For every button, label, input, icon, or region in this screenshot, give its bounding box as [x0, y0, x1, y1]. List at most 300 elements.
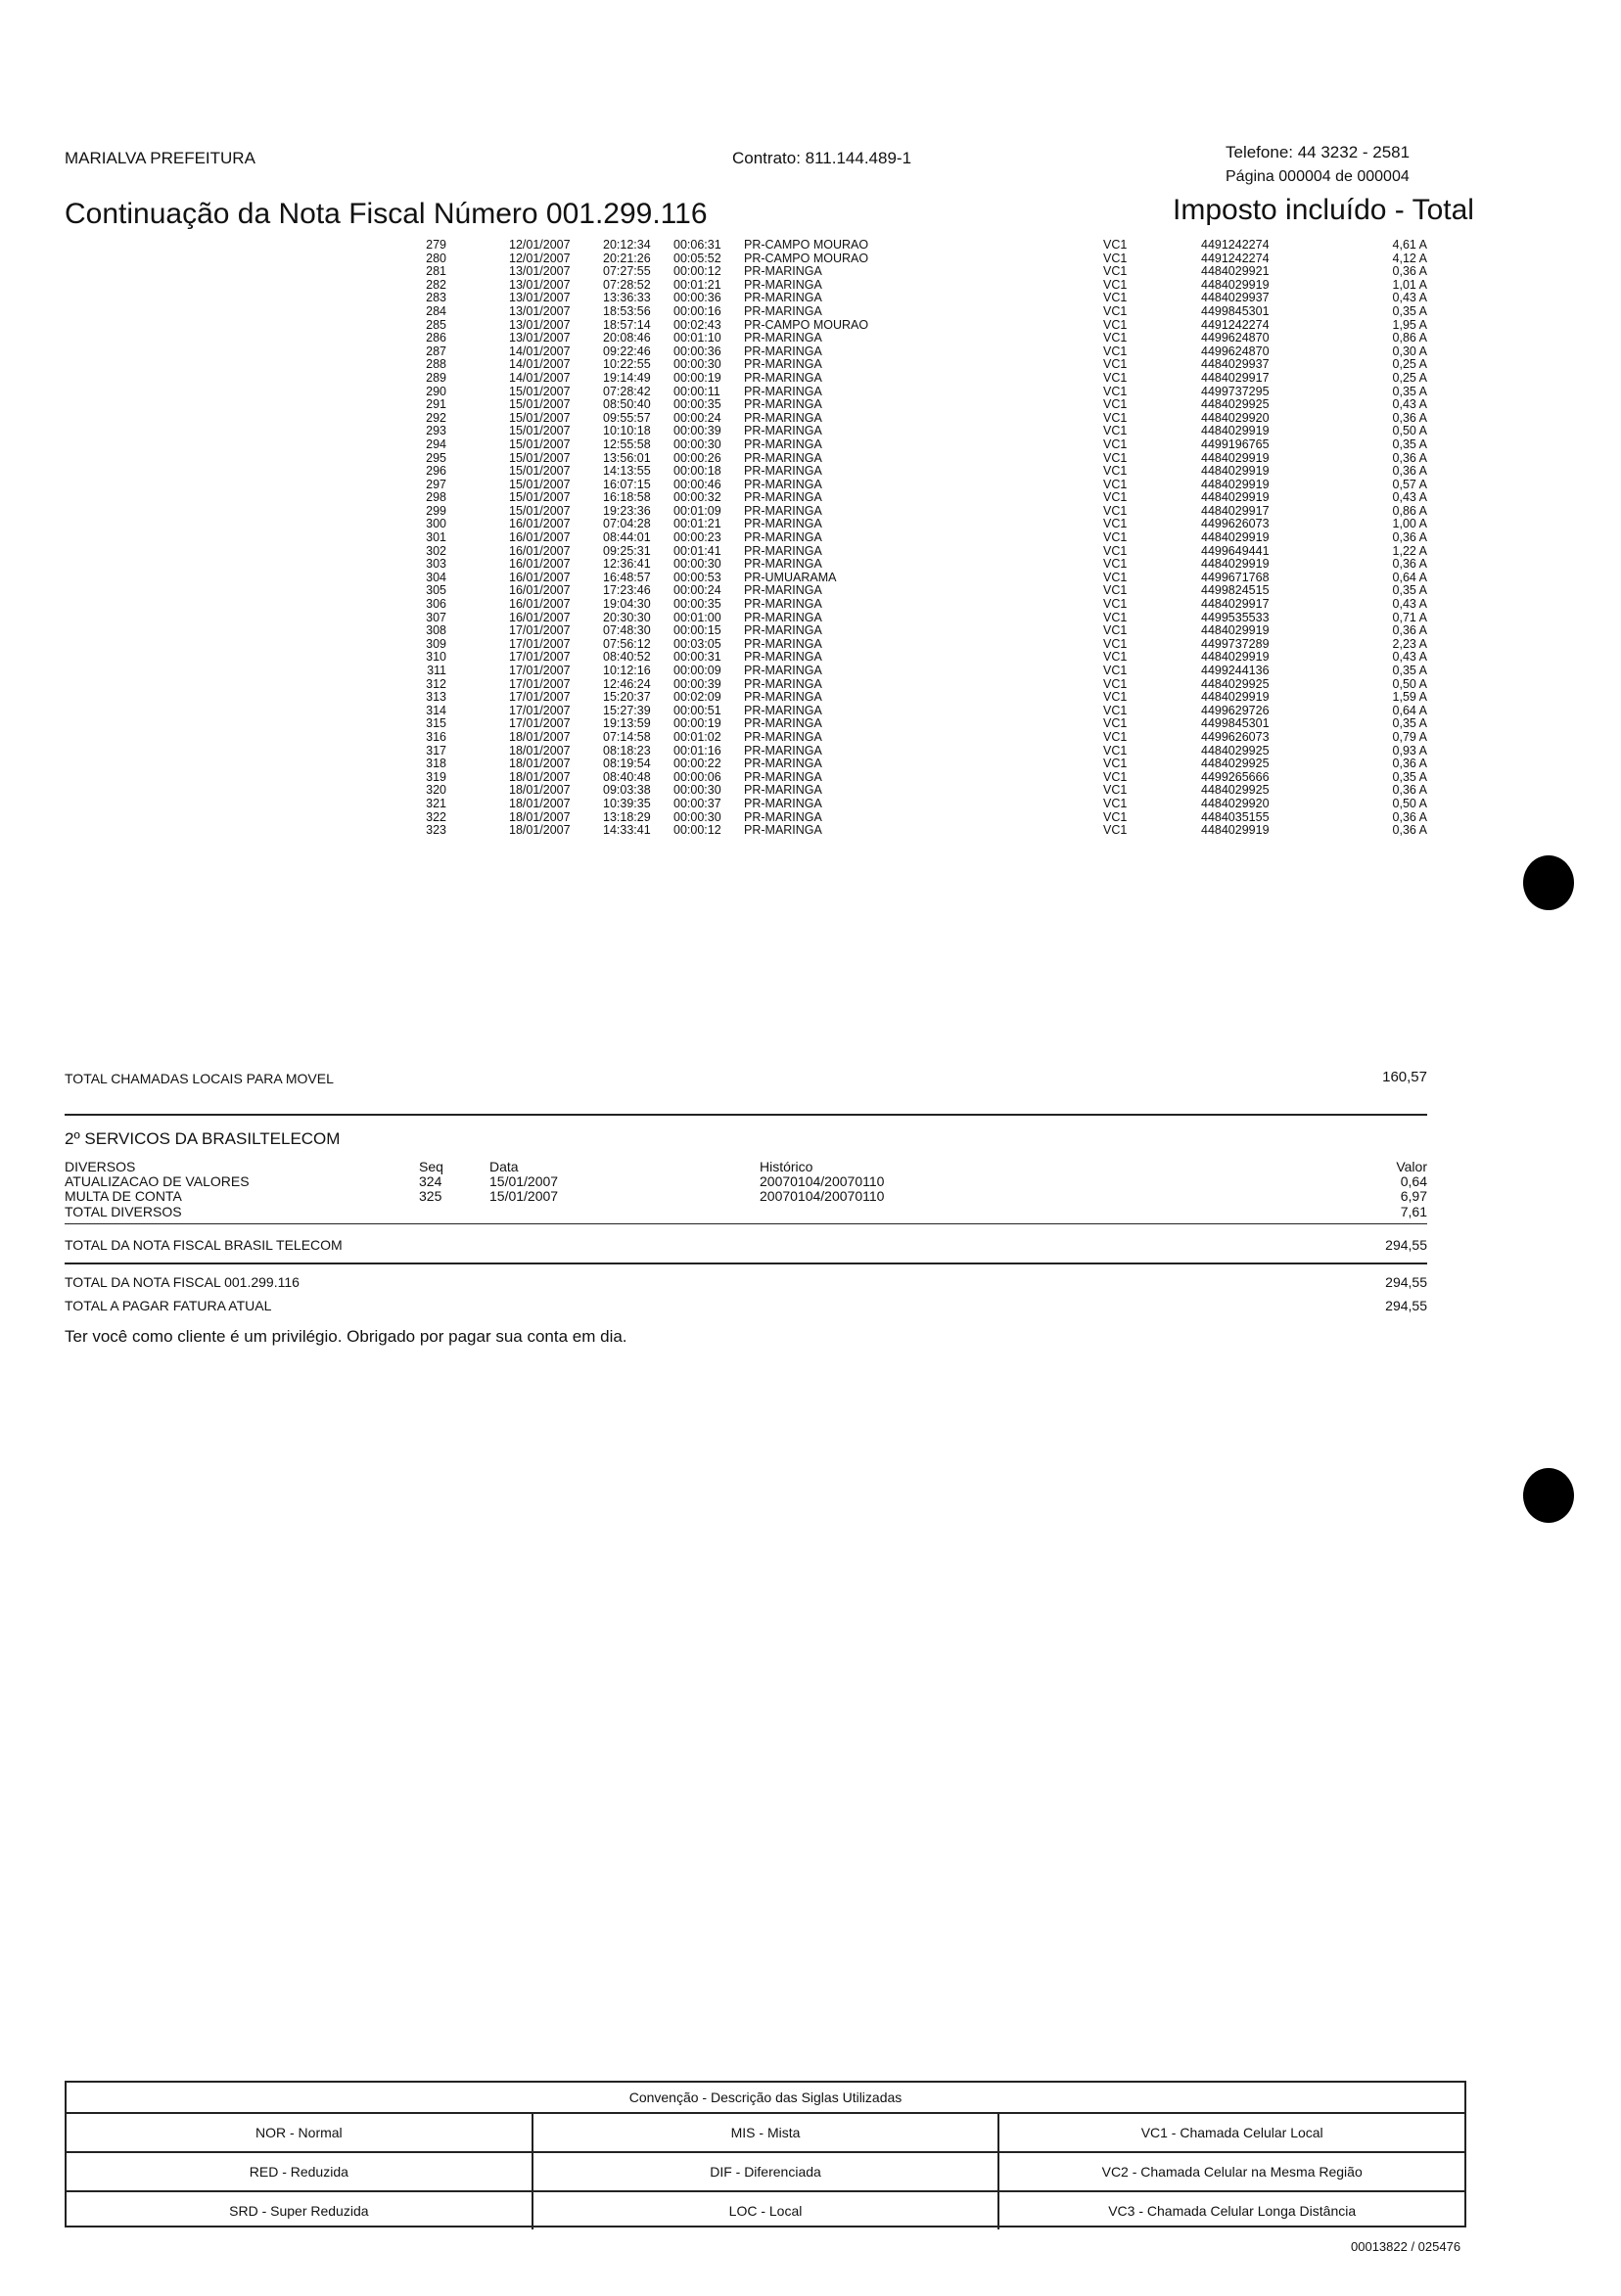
call-date: 17/01/2007 — [509, 716, 571, 731]
call-value: 0,36 A — [1392, 809, 1427, 824]
call-number: 4484029919 — [1201, 650, 1270, 665]
call-type: VC1 — [1103, 823, 1128, 838]
service-item-history: 20070104/20070110 — [760, 1188, 885, 1204]
call-date: 15/01/2007 — [509, 503, 571, 518]
call-location: PR-MARINGA — [744, 291, 822, 305]
call-row — [411, 332, 1449, 345]
call-type: VC1 — [1103, 251, 1128, 265]
call-number: 4484029937 — [1201, 291, 1270, 305]
call-seq: 316 — [426, 729, 446, 744]
call-time: 10:10:18 — [603, 424, 651, 438]
call-number: 4499824515 — [1201, 583, 1270, 598]
call-date: 14/01/2007 — [509, 344, 571, 358]
call-seq: 304 — [426, 570, 446, 584]
call-seq: 305 — [426, 583, 446, 598]
call-number: 4484029917 — [1201, 503, 1270, 518]
legend-cell: MIS - Mista — [533, 2114, 1000, 2151]
call-duration: 00:00:35 — [673, 597, 721, 612]
call-duration: 00:03:05 — [673, 636, 721, 651]
call-time: 13:56:01 — [603, 450, 651, 465]
call-number: 4484029919 — [1201, 823, 1270, 838]
call-time: 10:39:35 — [603, 796, 651, 810]
call-type: VC1 — [1103, 636, 1128, 651]
phone-number: Telefone: 44 3232 - 2581 — [1226, 143, 1411, 161]
call-time: 13:36:33 — [603, 291, 651, 305]
total-local-mobile-label: TOTAL CHAMADAS LOCAIS PARA MOVEL — [65, 1071, 334, 1086]
call-type: VC1 — [1103, 370, 1128, 385]
call-time: 20:21:26 — [603, 251, 651, 265]
call-row — [411, 345, 1449, 359]
call-value: 0,25 A — [1392, 370, 1427, 385]
call-location: PR-CAMPO MOURAO — [744, 238, 869, 252]
call-duration: 00:00:06 — [673, 769, 721, 784]
call-time: 07:28:52 — [603, 277, 651, 292]
call-duration: 00:06:31 — [673, 238, 721, 252]
call-number: 4484029919 — [1201, 477, 1270, 491]
call-seq: 287 — [426, 344, 446, 358]
call-type: VC1 — [1103, 610, 1128, 624]
call-number: 4484029919 — [1201, 450, 1270, 465]
call-date: 18/01/2007 — [509, 743, 571, 758]
call-location: PR-MARINGA — [744, 796, 822, 810]
call-type: VC1 — [1103, 344, 1128, 358]
call-type: VC1 — [1103, 303, 1128, 318]
call-duration: 00:00:24 — [673, 583, 721, 598]
call-seq: 315 — [426, 716, 446, 731]
call-location: PR-MARINGA — [744, 757, 822, 771]
call-value: 0,35 A — [1392, 436, 1427, 451]
call-number: 4499737289 — [1201, 636, 1270, 651]
call-seq: 313 — [426, 690, 446, 705]
call-time: 07:28:42 — [603, 384, 651, 398]
call-type: VC1 — [1103, 543, 1128, 558]
call-row — [411, 412, 1449, 426]
call-type: VC1 — [1103, 517, 1128, 531]
call-location: PR-MARINGA — [744, 729, 822, 744]
call-duration: 00:00:19 — [673, 370, 721, 385]
call-row — [411, 612, 1449, 625]
call-location: PR-MARINGA — [744, 676, 822, 691]
call-duration: 00:01:09 — [673, 503, 721, 518]
call-date: 16/01/2007 — [509, 583, 571, 598]
call-value: 0,36 A — [1392, 623, 1427, 638]
call-date: 15/01/2007 — [509, 384, 571, 398]
call-date: 18/01/2007 — [509, 729, 571, 744]
call-type: VC1 — [1103, 783, 1128, 798]
call-location: PR-MARINGA — [744, 357, 822, 372]
call-row — [411, 319, 1449, 333]
call-seq: 291 — [426, 397, 446, 412]
call-row — [411, 824, 1449, 838]
call-row — [411, 598, 1449, 612]
call-duration: 00:00:32 — [673, 490, 721, 505]
call-location: PR-MARINGA — [744, 530, 822, 545]
call-location: PR-MARINGA — [744, 450, 822, 465]
call-row — [411, 651, 1449, 665]
call-location: PR-MARINGA — [744, 464, 822, 479]
call-row — [411, 239, 1449, 253]
call-number: 4499535533 — [1201, 610, 1270, 624]
call-value: 1,22 A — [1392, 543, 1427, 558]
call-duration: 00:00:18 — [673, 464, 721, 479]
call-seq: 290 — [426, 384, 446, 398]
call-date: 17/01/2007 — [509, 636, 571, 651]
call-number: 4499626073 — [1201, 517, 1270, 531]
call-date: 17/01/2007 — [509, 676, 571, 691]
call-number: 4499649441 — [1201, 543, 1270, 558]
call-type: VC1 — [1103, 623, 1128, 638]
call-time: 17:23:46 — [603, 583, 651, 598]
call-location: PR-MARINGA — [744, 703, 822, 717]
call-duration: 00:00:09 — [673, 664, 721, 677]
legend-cell: RED - Reduzida — [67, 2153, 533, 2190]
call-date: 15/01/2007 — [509, 477, 571, 491]
call-duration: 00:00:16 — [673, 303, 721, 318]
call-time: 13:18:29 — [603, 809, 651, 824]
call-seq: 312 — [426, 676, 446, 691]
call-number: 4484029925 — [1201, 743, 1270, 758]
legend-table — [65, 2081, 1466, 2227]
call-type: VC1 — [1103, 530, 1128, 545]
call-row — [411, 691, 1449, 705]
call-seq: 299 — [426, 503, 446, 518]
call-value: 0,50 A — [1392, 424, 1427, 438]
call-time: 20:08:46 — [603, 331, 651, 345]
call-time: 18:53:56 — [603, 303, 651, 318]
call-row — [411, 398, 1449, 412]
call-date: 13/01/2007 — [509, 277, 571, 292]
call-type: VC1 — [1103, 410, 1128, 425]
call-number: 4491242274 — [1201, 238, 1270, 252]
call-type: VC1 — [1103, 424, 1128, 438]
call-date: 14/01/2007 — [509, 370, 571, 385]
legend-row — [67, 2153, 1464, 2192]
call-duration: 00:05:52 — [673, 251, 721, 265]
call-time: 14:33:41 — [603, 823, 651, 838]
call-type: VC1 — [1103, 397, 1128, 412]
call-time: 08:19:54 — [603, 757, 651, 771]
call-seq: 296 — [426, 464, 446, 479]
call-type: VC1 — [1103, 809, 1128, 824]
call-number: 4484029925 — [1201, 676, 1270, 691]
total-pay-value: 294,55 — [1385, 1298, 1427, 1313]
call-location: PR-MARINGA — [744, 277, 822, 292]
call-seq: 294 — [426, 436, 446, 451]
call-location: PR-MARINGA — [744, 264, 822, 279]
call-type: VC1 — [1103, 490, 1128, 505]
total-nf-value: 294,55 — [1385, 1274, 1427, 1290]
call-duration: 00:00:24 — [673, 410, 721, 425]
call-type: VC1 — [1103, 317, 1128, 332]
legend-cell: DIF - Diferenciada — [533, 2153, 1000, 2190]
call-location: PR-MARINGA — [744, 716, 822, 731]
call-number: 4484035155 — [1201, 809, 1270, 824]
call-number: 4499629726 — [1201, 703, 1270, 717]
call-time: 10:12:16 — [603, 664, 651, 677]
call-number: 4484029919 — [1201, 557, 1270, 572]
call-date: 15/01/2007 — [509, 424, 571, 438]
legend-cell: VC2 - Chamada Celular na Mesma Região — [1101, 2164, 1363, 2180]
call-value: 0,35 A — [1392, 716, 1427, 731]
call-location: PR-MARINGA — [744, 344, 822, 358]
call-time: 09:55:57 — [603, 410, 651, 425]
punch-hole-mark — [1523, 855, 1574, 910]
call-time: 07:48:30 — [603, 623, 651, 638]
call-row — [411, 545, 1449, 559]
call-time: 18:57:14 — [603, 317, 651, 332]
call-value: 0,36 A — [1392, 450, 1427, 465]
call-duration: 00:00:46 — [673, 477, 721, 491]
call-row — [411, 758, 1449, 771]
call-time: 12:55:58 — [603, 436, 651, 451]
call-number: 4491242274 — [1201, 251, 1270, 265]
call-seq: 309 — [426, 636, 446, 651]
call-date: 15/01/2007 — [509, 450, 571, 465]
call-value: 0,43 A — [1392, 397, 1427, 412]
call-seq: 282 — [426, 277, 446, 292]
call-value: 1,00 A — [1392, 517, 1427, 531]
call-location: PR-MARINGA — [744, 610, 822, 624]
service-item-seq: 324 — [419, 1173, 442, 1189]
page-indicator: Página 000004 de 000004 — [1226, 168, 1410, 185]
call-location: PR-MARINGA — [744, 650, 822, 665]
call-time: 07:04:28 — [603, 517, 651, 531]
call-value: 0,35 A — [1392, 303, 1427, 318]
call-seq: 285 — [426, 317, 446, 332]
call-type: VC1 — [1103, 664, 1128, 677]
call-location: PR-MARINGA — [744, 397, 822, 412]
call-seq: 283 — [426, 291, 446, 305]
call-value: 4,12 A — [1392, 251, 1427, 265]
call-duration: 00:00:31 — [673, 650, 721, 665]
call-number: 4499265666 — [1201, 769, 1270, 784]
call-duration: 00:00:53 — [673, 570, 721, 584]
call-date: 13/01/2007 — [509, 303, 571, 318]
call-row — [411, 665, 1449, 678]
call-list — [411, 239, 1449, 838]
call-row — [411, 717, 1449, 731]
call-value: 4,61 A — [1392, 238, 1427, 252]
call-date: 18/01/2007 — [509, 809, 571, 824]
call-number: 4484029919 — [1201, 690, 1270, 705]
call-seq: 281 — [426, 264, 446, 279]
call-row — [411, 518, 1449, 531]
call-row — [411, 279, 1449, 293]
call-type: VC1 — [1103, 464, 1128, 479]
call-row — [411, 491, 1449, 505]
call-date: 17/01/2007 — [509, 623, 571, 638]
call-time: 09:25:31 — [603, 543, 651, 558]
call-time: 12:36:41 — [603, 557, 651, 572]
call-row — [411, 265, 1449, 279]
call-date: 18/01/2007 — [509, 823, 571, 838]
call-duration: 00:00:12 — [673, 823, 721, 838]
footer-code: 00013822 / 025476 — [1351, 2239, 1461, 2254]
call-date: 15/01/2007 — [509, 397, 571, 412]
call-duration: 00:01:16 — [673, 743, 721, 758]
call-duration: 00:00:30 — [673, 557, 721, 572]
call-value: 1,95 A — [1392, 317, 1427, 332]
call-seq: 311 — [427, 664, 446, 677]
call-duration: 00:00:39 — [673, 424, 721, 438]
page-title: Continuação da Nota Fiscal Número 001.299.116 — [65, 198, 708, 230]
call-number: 4484029917 — [1201, 370, 1270, 385]
call-time: 16:48:57 — [603, 570, 651, 584]
call-time: 07:27:55 — [603, 264, 651, 279]
call-time: 09:03:38 — [603, 783, 651, 798]
call-type: VC1 — [1103, 716, 1128, 731]
call-type: VC1 — [1103, 436, 1128, 451]
call-duration: 00:01:21 — [673, 277, 721, 292]
call-row — [411, 305, 1449, 319]
call-value: 0,79 A — [1392, 729, 1427, 744]
call-date: 15/01/2007 — [509, 490, 571, 505]
call-date: 14/01/2007 — [509, 357, 571, 372]
call-value: 0,43 A — [1392, 291, 1427, 305]
call-duration: 00:00:19 — [673, 716, 721, 731]
call-row — [411, 505, 1449, 519]
call-row — [411, 438, 1449, 452]
call-duration: 00:01:41 — [673, 543, 721, 558]
divider — [65, 1114, 1427, 1116]
call-value: 0,36 A — [1392, 410, 1427, 425]
call-location: PR-MARINGA — [744, 331, 822, 345]
call-time: 07:14:58 — [603, 729, 651, 744]
call-row — [411, 584, 1449, 598]
call-duration: 00:02:43 — [673, 317, 721, 332]
call-type: VC1 — [1103, 743, 1128, 758]
divider — [65, 1263, 1427, 1264]
call-type: VC1 — [1103, 703, 1128, 717]
col-history: Histórico — [760, 1159, 813, 1174]
call-type: VC1 — [1103, 796, 1128, 810]
call-location: PR-MARINGA — [744, 636, 822, 651]
call-duration: 00:00:39 — [673, 676, 721, 691]
call-value: 0,43 A — [1392, 490, 1427, 505]
col-seq: Seq — [419, 1159, 443, 1174]
call-row — [411, 798, 1449, 811]
call-duration: 00:00:30 — [673, 783, 721, 798]
call-seq: 306 — [426, 597, 446, 612]
call-date: 15/01/2007 — [509, 464, 571, 479]
call-number: 4499845301 — [1201, 716, 1270, 731]
call-row — [411, 731, 1449, 745]
call-value: 0,35 A — [1392, 769, 1427, 784]
call-location: PR-MARINGA — [744, 664, 822, 677]
call-location: PR-MARINGA — [744, 517, 822, 531]
call-row — [411, 811, 1449, 825]
legend-cell: SRD - Super Reduzida — [67, 2192, 533, 2229]
call-duration: 00:00:36 — [673, 344, 721, 358]
call-date: 18/01/2007 — [509, 757, 571, 771]
call-seq: 288 — [426, 357, 446, 372]
call-time: 19:13:59 — [603, 716, 651, 731]
call-value: 0,36 A — [1392, 264, 1427, 279]
call-date: 15/01/2007 — [509, 410, 571, 425]
call-duration: 00:00:36 — [673, 291, 721, 305]
call-duration: 00:02:09 — [673, 690, 721, 705]
call-date: 17/01/2007 — [509, 703, 571, 717]
call-time: 09:22:46 — [603, 344, 651, 358]
legend-row — [67, 2192, 1464, 2229]
call-seq: 318 — [426, 757, 446, 771]
legend-cell: VC1 - Chamada Celular Local — [1140, 2125, 1323, 2140]
call-duration: 00:00:37 — [673, 796, 721, 810]
call-value: 0,86 A — [1392, 503, 1427, 518]
call-seq: 320 — [426, 783, 446, 798]
call-date: 16/01/2007 — [509, 610, 571, 624]
call-value: 0,50 A — [1392, 796, 1427, 810]
call-time: 14:13:55 — [603, 464, 651, 479]
service-item-label: ATUALIZACAO DE VALORES — [65, 1173, 250, 1189]
call-number: 4484029925 — [1201, 397, 1270, 412]
call-seq: 284 — [426, 303, 446, 318]
call-seq: 303 — [426, 557, 446, 572]
call-row — [411, 624, 1449, 638]
call-date: 16/01/2007 — [509, 517, 571, 531]
call-date: 18/01/2007 — [509, 796, 571, 810]
service-item-history: 20070104/20070110 — [760, 1173, 885, 1189]
call-seq: 308 — [426, 623, 446, 638]
call-date: 15/01/2007 — [509, 436, 571, 451]
call-number: 4499845301 — [1201, 303, 1270, 318]
call-location: PR-MARINGA — [744, 384, 822, 398]
legend-row — [67, 2114, 1464, 2153]
call-value: 0,35 A — [1392, 664, 1427, 677]
call-row — [411, 386, 1449, 399]
call-location: PR-MARINGA — [744, 410, 822, 425]
service-item-value: 0,64 — [1400, 1173, 1427, 1189]
call-seq: 310 — [426, 650, 446, 665]
call-seq: 322 — [426, 809, 446, 824]
call-time: 08:40:48 — [603, 769, 651, 784]
call-seq: 286 — [426, 331, 446, 345]
call-row — [411, 253, 1449, 266]
call-number: 4484029925 — [1201, 757, 1270, 771]
call-type: VC1 — [1103, 450, 1128, 465]
call-time: 19:14:49 — [603, 370, 651, 385]
call-time: 08:44:01 — [603, 530, 651, 545]
call-number: 4484029920 — [1201, 796, 1270, 810]
call-number: 4484029920 — [1201, 410, 1270, 425]
call-time: 19:23:36 — [603, 503, 651, 518]
call-time: 19:04:30 — [603, 597, 651, 612]
call-type: VC1 — [1103, 384, 1128, 398]
call-location: PR-MARINGA — [744, 690, 822, 705]
call-location: PR-MARINGA — [744, 769, 822, 784]
call-date: 13/01/2007 — [509, 291, 571, 305]
punch-hole-mark — [1523, 1468, 1574, 1523]
call-type: VC1 — [1103, 291, 1128, 305]
call-row — [411, 465, 1449, 479]
call-duration: 00:00:30 — [673, 436, 721, 451]
call-value: 0,36 A — [1392, 757, 1427, 771]
call-row — [411, 638, 1449, 652]
call-location: PR-MARINGA — [744, 783, 822, 798]
call-type: VC1 — [1103, 650, 1128, 665]
call-value: 0,35 A — [1392, 583, 1427, 598]
call-row — [411, 745, 1449, 758]
call-value: 0,64 A — [1392, 570, 1427, 584]
call-date: 12/01/2007 — [509, 251, 571, 265]
services-section-title: 2º SERVICOS DA BRASILTELECOM — [65, 1129, 341, 1148]
call-number: 4484029919 — [1201, 490, 1270, 505]
call-duration: 00:00:11 — [673, 384, 720, 398]
call-date: 17/01/2007 — [509, 650, 571, 665]
call-duration: 00:00:15 — [673, 623, 721, 638]
call-seq: 293 — [426, 424, 446, 438]
call-seq: 307 — [426, 610, 446, 624]
